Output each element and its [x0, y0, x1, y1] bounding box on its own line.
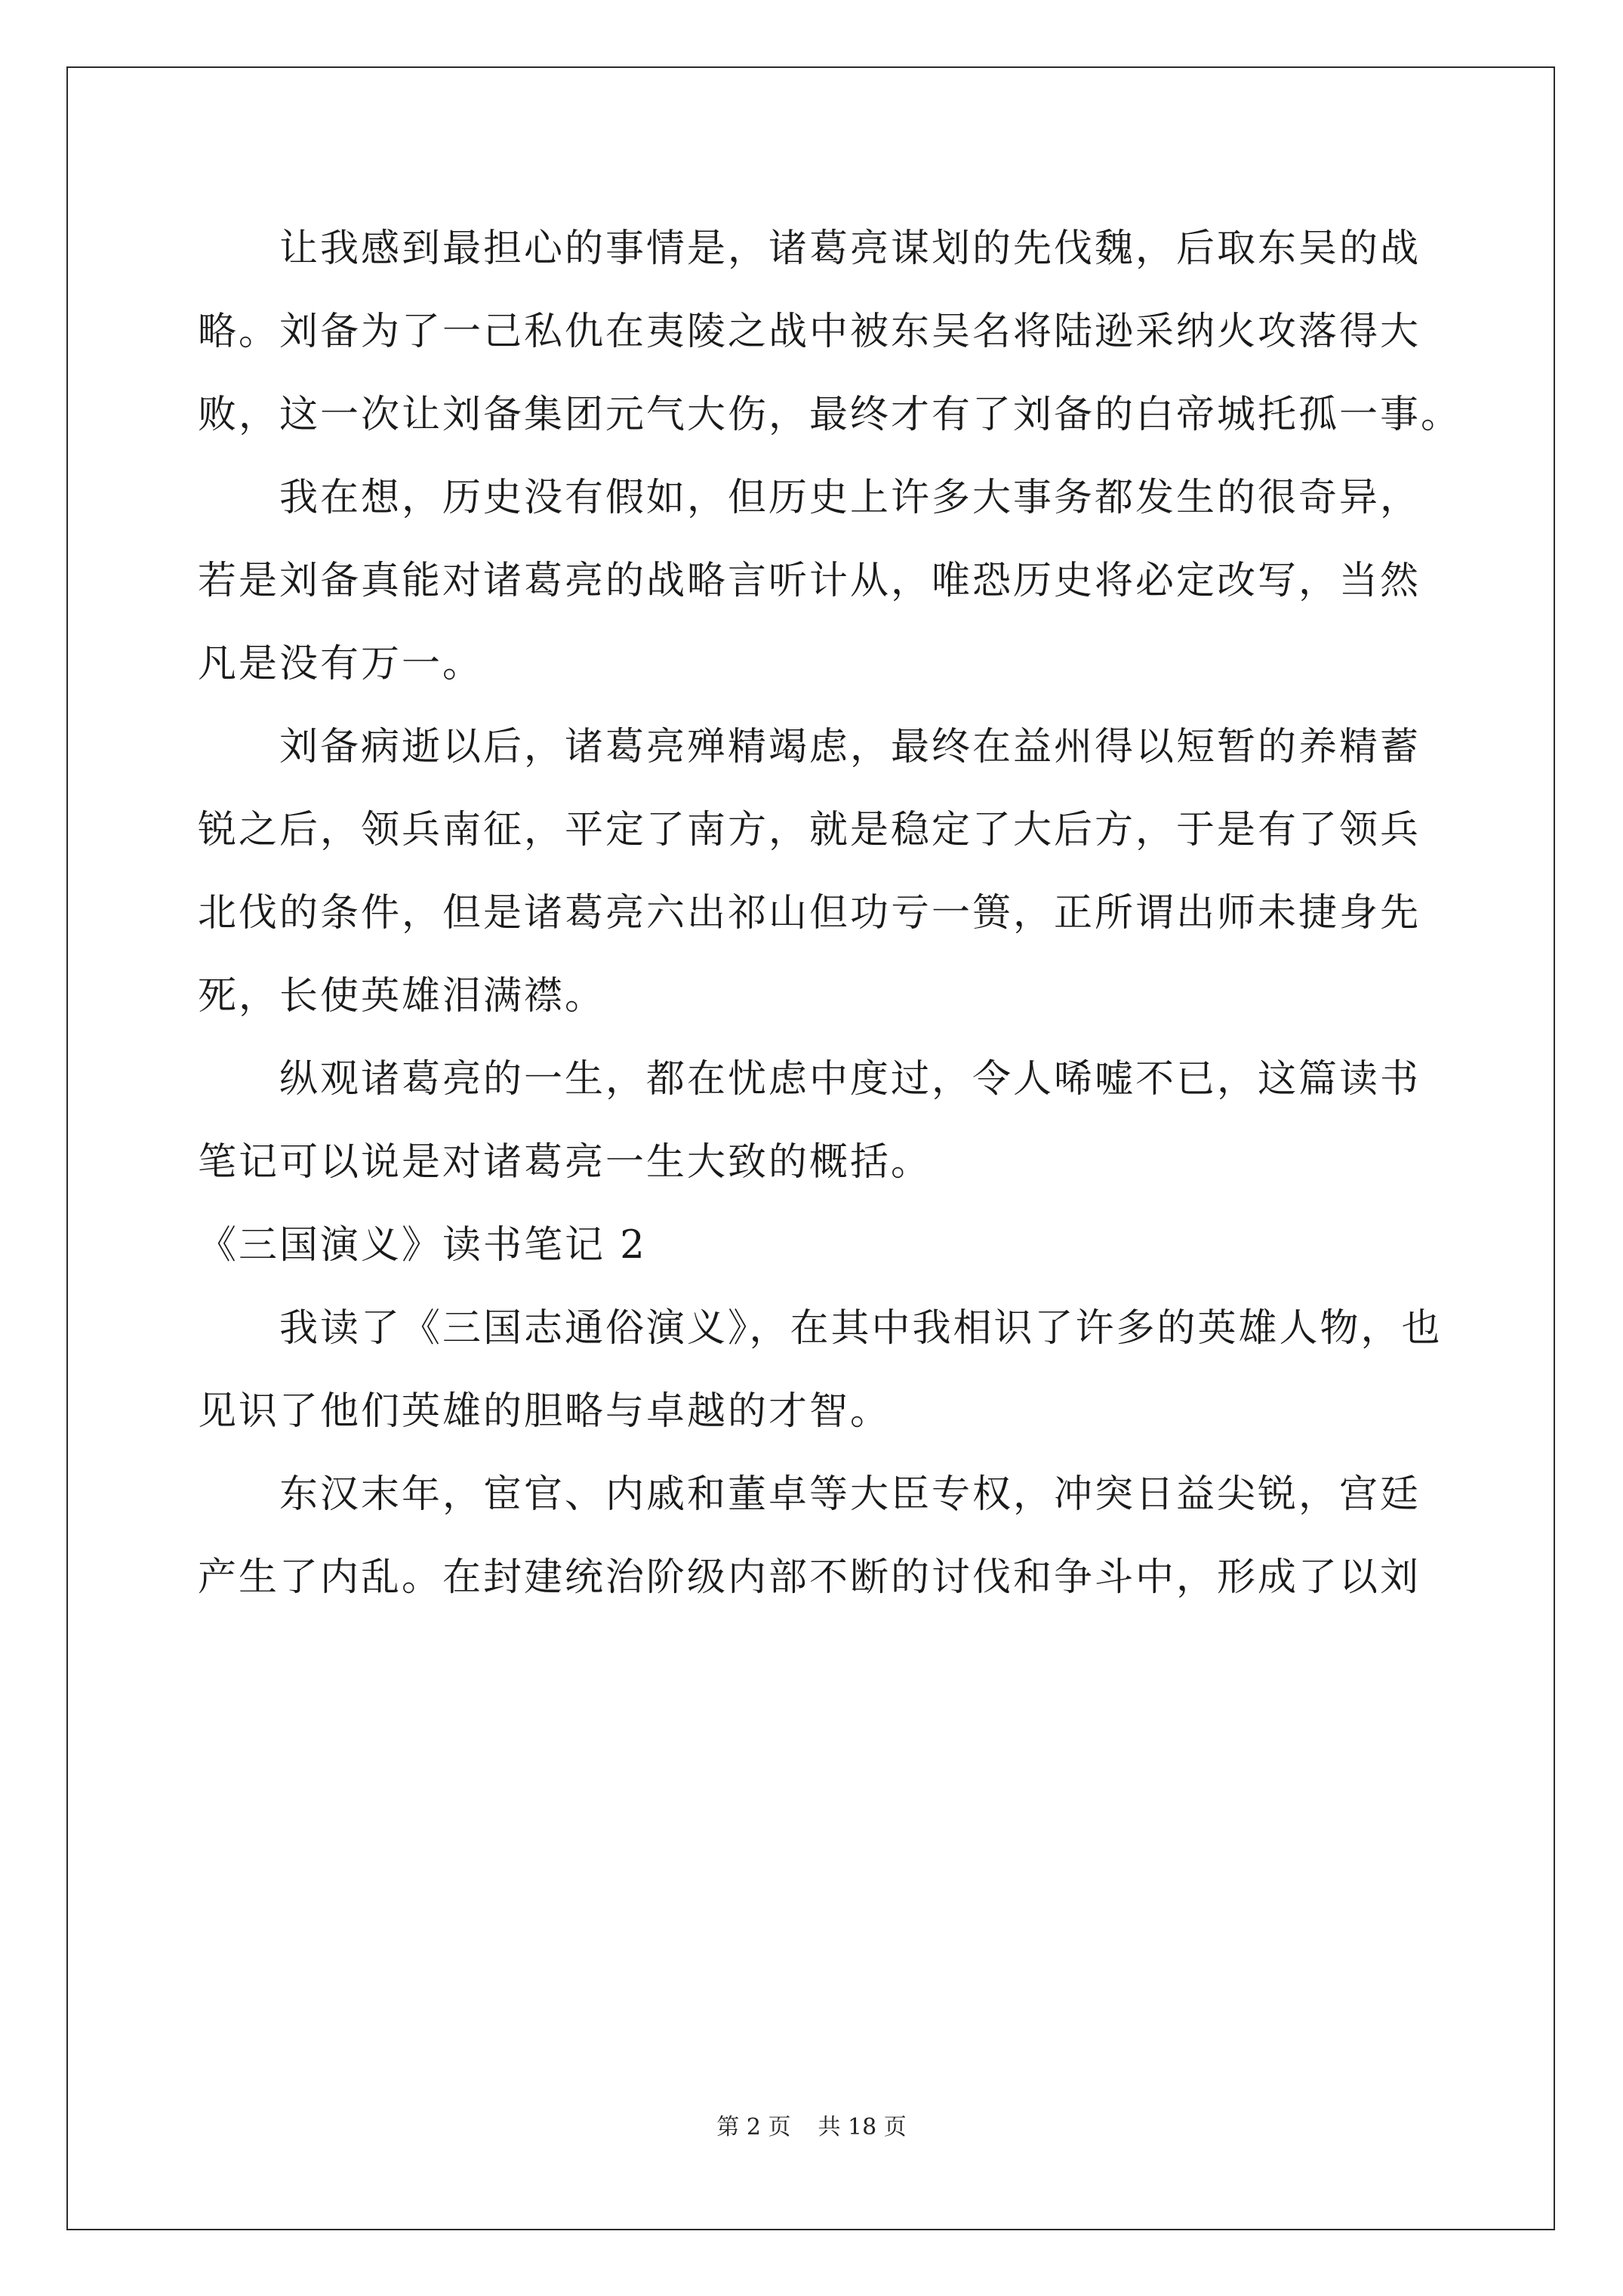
paragraph-line: 凡是没有万一。 [198, 642, 484, 686]
paragraph-line: 东汉末年，宦官、内戚和董卓等大臣专权，冲突日益尖锐，宫廷 [279, 1472, 1421, 1517]
paragraph-line: 纵观诸葛亮的一生，都在忧虑中度过，令人唏嘘不已，这篇读书 [279, 1057, 1421, 1102]
paragraph-line: 略。刘备为了一己私仇在夷陵之战中被东吴名将陆逊采纳火攻落得大 [198, 310, 1421, 354]
paragraph-line: 北伐的条件，但是诸葛亮六出祁山但功亏一篑，正所谓出师未捷身先 [198, 891, 1421, 935]
paragraph-line: 见识了他们英雄的胆略与卓越的才智。 [198, 1389, 892, 1434]
page-footer [0, 2113, 1623, 2143]
paragraph-line: 死，长使英雄泪满襟。 [198, 974, 606, 1019]
document-body [198, 208, 1462, 1620]
paragraph-line: 败，这一次让刘备集团元气大伤，最终才有了刘备的白帝城托孤一事。 [198, 393, 1462, 437]
page-number: 第 2 页 [716, 2114, 791, 2140]
section-title: 《三国演义》读书笔记 2 [198, 1223, 647, 1268]
paragraph-line: 我在想，历史没有假如，但历史上许多大事务都发生的很奇异， [279, 476, 1421, 520]
paragraph-line: 笔记可以说是对诸葛亮一生大致的概括。 [198, 1140, 932, 1185]
paragraph-line: 我读了《三国志通俗演义》，在其中我相识了许多的英雄人物，也 [279, 1306, 1443, 1351]
paragraph-line: 让我感到最担心的事情是，诸葛亮谋划的先伐魏，后取东吴的战 [279, 227, 1421, 271]
paragraph-line: 若是刘备真能对诸葛亮的战略言听计从，唯恐历史将必定改写，当然 [198, 559, 1421, 603]
paragraph-line: 产生了内乱。在封建统治阶级内部不断的讨伐和争斗中，形成了以刘 [198, 1555, 1421, 1600]
page-total: 共 18 页 [818, 2114, 907, 2140]
paragraph-line: 锐之后，领兵南征，平定了南方，就是稳定了大后方，于是有了领兵 [198, 808, 1421, 852]
paragraph-line: 刘备病逝以后，诸葛亮殚精竭虑，最终在益州得以短暂的养精蓄 [279, 725, 1421, 769]
